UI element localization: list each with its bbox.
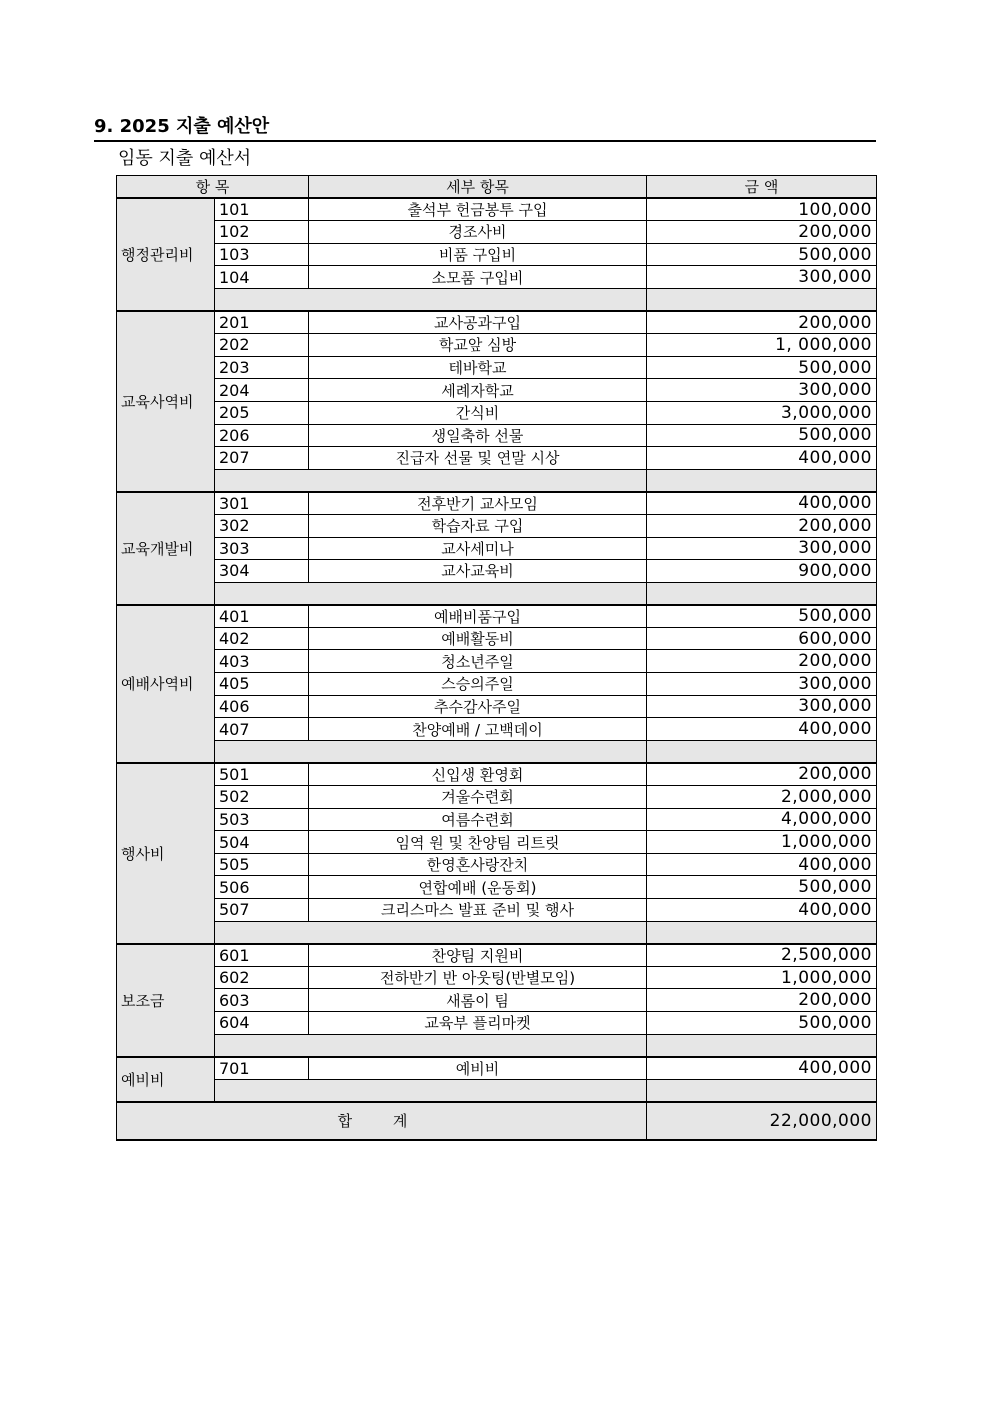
code-cell: 701 <box>215 1057 309 1080</box>
table-row <box>117 379 877 402</box>
table-row <box>117 424 877 447</box>
code-cell: 401 <box>215 605 309 628</box>
table-row <box>117 243 877 266</box>
amount-cell: 600,000 <box>647 627 877 650</box>
blank-row <box>117 582 877 605</box>
blank-cell <box>647 1079 877 1102</box>
code-cell: 302 <box>215 514 309 537</box>
amount-cell: 400,000 <box>647 718 877 741</box>
budget-group <box>117 763 877 944</box>
code-cell: 504 <box>215 831 309 854</box>
category-cell: 보조금 <box>117 944 215 1057</box>
budget-group <box>117 492 877 605</box>
amount-cell: 200,000 <box>647 311 877 334</box>
code-cell: 104 <box>215 266 309 289</box>
code-cell: 506 <box>215 876 309 899</box>
code-cell: 501 <box>215 763 309 786</box>
code-cell: 202 <box>215 334 309 357</box>
table-row <box>117 673 877 696</box>
blank-row <box>117 740 877 763</box>
item-name-cell: 세례자학교 <box>309 379 647 402</box>
item-name-cell: 예비비 <box>309 1057 647 1080</box>
table-row <box>117 899 877 922</box>
item-name-cell: 예배비품구입 <box>309 605 647 628</box>
item-name-cell: 추수감사주일 <box>309 695 647 718</box>
code-cell: 207 <box>215 447 309 470</box>
total-amount: 22,000,000 <box>647 1102 877 1140</box>
amount-cell: 300,000 <box>647 379 877 402</box>
table-row <box>117 198 877 221</box>
category-cell: 교육사역비 <box>117 311 215 492</box>
page-title: 9. 2025 지출 예산안 <box>94 114 876 142</box>
blank-cell <box>215 740 647 763</box>
table-header-row <box>117 176 877 199</box>
blank-cell <box>647 740 877 763</box>
total-row <box>117 1102 877 1140</box>
item-name-cell: 교사세미나 <box>309 537 647 560</box>
table-row <box>117 763 877 786</box>
amount-cell: 200,000 <box>647 514 877 537</box>
table-row <box>117 266 877 289</box>
budget-group <box>117 944 877 1057</box>
budget-table <box>116 175 877 1141</box>
item-name-cell: 찬양예배 / 고백데이 <box>309 718 647 741</box>
table-row <box>117 1057 877 1080</box>
table-row <box>117 560 877 583</box>
header-amount: 금 액 <box>647 176 877 199</box>
item-name-cell: 소모품 구입비 <box>309 266 647 289</box>
item-name-cell: 여름수련회 <box>309 808 647 831</box>
code-cell: 604 <box>215 1011 309 1034</box>
code-cell: 601 <box>215 944 309 967</box>
table-row <box>117 356 877 379</box>
table-subtitle: 임동 지출 예산서 <box>118 148 252 169</box>
table-row <box>117 605 877 628</box>
blank-cell <box>215 469 647 492</box>
code-cell: 502 <box>215 786 309 809</box>
code-cell: 406 <box>215 695 309 718</box>
item-name-cell: 진급자 선물 및 연말 시상 <box>309 447 647 470</box>
item-name-cell: 겨울수련회 <box>309 786 647 809</box>
item-name-cell: 간식비 <box>309 401 647 424</box>
table-row <box>117 831 877 854</box>
table-row <box>117 786 877 809</box>
amount-cell: 500,000 <box>647 424 877 447</box>
amount-cell: 500,000 <box>647 1011 877 1034</box>
item-name-cell: 전후반기 교사모임 <box>309 492 647 515</box>
amount-cell: 1,000,000 <box>647 831 877 854</box>
amount-cell: 400,000 <box>647 853 877 876</box>
code-cell: 103 <box>215 243 309 266</box>
item-name-cell: 전하반기 반 아웃팅(반별모임) <box>309 966 647 989</box>
amount-cell: 900,000 <box>647 560 877 583</box>
code-cell: 505 <box>215 853 309 876</box>
item-name-cell: 스승의주일 <box>309 673 647 696</box>
amount-cell: 100,000 <box>647 198 877 221</box>
item-name-cell: 테바학교 <box>309 356 647 379</box>
table-row <box>117 447 877 470</box>
code-cell: 405 <box>215 673 309 696</box>
budget-group <box>117 1057 877 1102</box>
blank-cell <box>647 582 877 605</box>
amount-cell: 500,000 <box>647 605 877 628</box>
amount-cell: 300,000 <box>647 537 877 560</box>
code-cell: 303 <box>215 537 309 560</box>
item-name-cell: 학교앞 심방 <box>309 334 647 357</box>
item-name-cell: 신입생 환영회 <box>309 763 647 786</box>
blank-cell <box>215 921 647 944</box>
item-name-cell: 찬양팀 지원비 <box>309 944 647 967</box>
table-row <box>117 989 877 1012</box>
blank-cell <box>647 1034 877 1057</box>
table-row <box>117 311 877 334</box>
code-cell: 602 <box>215 966 309 989</box>
code-cell: 204 <box>215 379 309 402</box>
code-cell: 205 <box>215 401 309 424</box>
amount-cell: 300,000 <box>647 695 877 718</box>
amount-cell: 200,000 <box>647 221 877 244</box>
code-cell: 203 <box>215 356 309 379</box>
total-label: 합 계 <box>117 1102 647 1140</box>
item-name-cell: 예배활동비 <box>309 627 647 650</box>
item-name-cell: 학습자료 구입 <box>309 514 647 537</box>
amount-cell: 400,000 <box>647 447 877 470</box>
code-cell: 407 <box>215 718 309 741</box>
code-cell: 102 <box>215 221 309 244</box>
header-item: 항 목 <box>117 176 309 199</box>
blank-cell <box>647 921 877 944</box>
item-name-cell: 경조사비 <box>309 221 647 244</box>
item-name-cell: 생일축하 선물 <box>309 424 647 447</box>
amount-cell: 200,000 <box>647 989 877 1012</box>
amount-cell: 3,000,000 <box>647 401 877 424</box>
amount-cell: 200,000 <box>647 763 877 786</box>
amount-cell: 400,000 <box>647 492 877 515</box>
budget-group <box>117 198 877 311</box>
code-cell: 402 <box>215 627 309 650</box>
amount-cell: 200,000 <box>647 650 877 673</box>
item-name-cell: 교사교육비 <box>309 560 647 583</box>
table-row <box>117 966 877 989</box>
table-row <box>117 876 877 899</box>
table-row <box>117 627 877 650</box>
amount-cell: 400,000 <box>647 899 877 922</box>
amount-cell: 1,000,000 <box>647 966 877 989</box>
blank-cell <box>215 1079 647 1102</box>
item-name-cell: 한영혼사랑잔치 <box>309 853 647 876</box>
item-name-cell: 크리스마스 발표 준비 및 행사 <box>309 899 647 922</box>
code-cell: 503 <box>215 808 309 831</box>
table-row <box>117 334 877 357</box>
category-cell: 행정관리비 <box>117 198 215 311</box>
code-cell: 101 <box>215 198 309 221</box>
category-cell: 행사비 <box>117 763 215 944</box>
category-cell: 예배사역비 <box>117 605 215 763</box>
item-name-cell: 출석부 헌금봉투 구입 <box>309 198 647 221</box>
blank-row <box>117 1079 877 1102</box>
amount-cell: 300,000 <box>647 266 877 289</box>
category-cell: 예비비 <box>117 1057 215 1102</box>
amount-cell: 2,500,000 <box>647 944 877 967</box>
amount-cell: 4,000,000 <box>647 808 877 831</box>
table-row <box>117 401 877 424</box>
blank-cell <box>215 288 647 311</box>
amount-cell: 500,000 <box>647 356 877 379</box>
item-name-cell: 임역 원 및 찬양팀 리트릿 <box>309 831 647 854</box>
budget-group <box>117 605 877 763</box>
blank-row <box>117 469 877 492</box>
table-row <box>117 650 877 673</box>
category-cell: 교육개발비 <box>117 492 215 605</box>
amount-cell: 500,000 <box>647 876 877 899</box>
code-cell: 403 <box>215 650 309 673</box>
blank-cell <box>647 469 877 492</box>
blank-row <box>117 288 877 311</box>
table-row <box>117 695 877 718</box>
item-name-cell: 교사공과구입 <box>309 311 647 334</box>
table-row <box>117 853 877 876</box>
item-name-cell: 비품 구입비 <box>309 243 647 266</box>
amount-cell: 2,000,000 <box>647 786 877 809</box>
table-row <box>117 537 877 560</box>
amount-cell: 1, 000,000 <box>647 334 877 357</box>
item-name-cell: 새롬이 팀 <box>309 989 647 1012</box>
table-row <box>117 944 877 967</box>
item-name-cell: 청소년주일 <box>309 650 647 673</box>
code-cell: 507 <box>215 899 309 922</box>
header-detail: 세부 항목 <box>309 176 647 199</box>
blank-cell <box>215 582 647 605</box>
code-cell: 206 <box>215 424 309 447</box>
code-cell: 304 <box>215 560 309 583</box>
amount-cell: 500,000 <box>647 243 877 266</box>
code-cell: 603 <box>215 989 309 1012</box>
item-name-cell: 교육부 플리마켓 <box>309 1011 647 1034</box>
table-row <box>117 492 877 515</box>
amount-cell: 400,000 <box>647 1057 877 1080</box>
table-row <box>117 1011 877 1034</box>
item-name-cell: 연합예배 (운동회) <box>309 876 647 899</box>
table-row <box>117 718 877 741</box>
code-cell: 301 <box>215 492 309 515</box>
table-row <box>117 808 877 831</box>
budget-group <box>117 311 877 492</box>
code-cell: 201 <box>215 311 309 334</box>
blank-cell <box>647 288 877 311</box>
table-row <box>117 514 877 537</box>
amount-cell: 300,000 <box>647 673 877 696</box>
blank-row <box>117 1034 877 1057</box>
blank-row <box>117 921 877 944</box>
table-row <box>117 221 877 244</box>
blank-cell <box>215 1034 647 1057</box>
